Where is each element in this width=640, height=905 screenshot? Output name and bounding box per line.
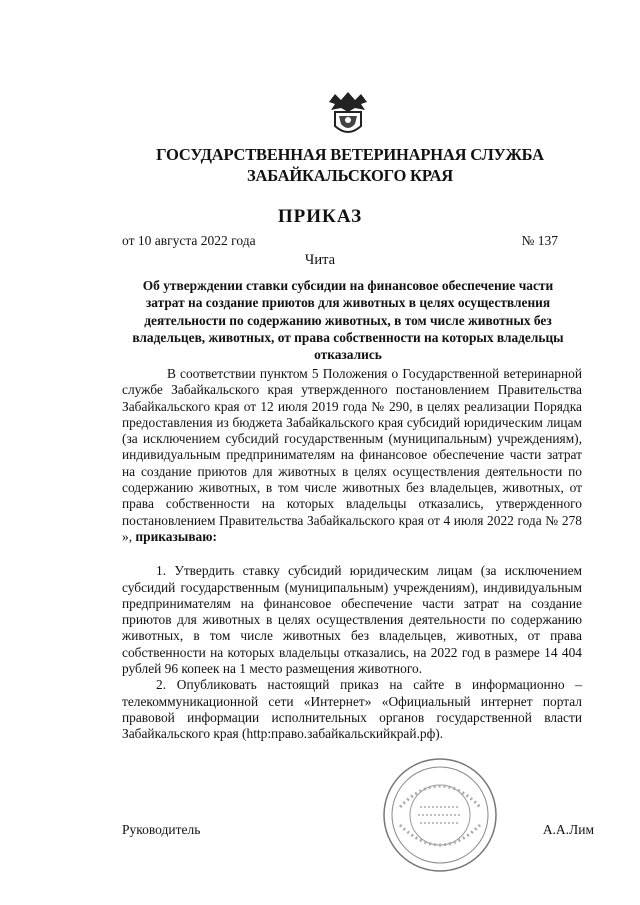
document-type-title: ПРИКАЗ	[277, 206, 363, 227]
coat-of-arms-icon	[325, 90, 371, 140]
org-line-1: ГОСУДАРСТВЕННАЯ ВЕТЕРИНАРНАЯ СЛУЖБА	[156, 145, 544, 164]
order-item-2: 2. Опубликовать настоящий приказ на сайте в информационно – телекоммуникационной сети «Интернет» «Официальный интернет портал правовой информации исполнительных органов государственной власти Забайкальского края (http:право.забайкальскийкрай.рф).	[122, 677, 582, 742]
preamble-text: В соответствии пунктом 5 Положения о Государственной ветеринарной службе Забайкальского края утвержденного постановлением Правительства Забайкальского края от 12 июля 2019 года № 290, в целях реализации Порядка предоставления из бюджета Забайкальского края субсидий юридическим лицам (за исключением субсидий государственным (муниципальным) учреждениям), индивидуальным предпринимателям на финансовое обеспечение части затрат на создание приютов для животных в целях осуществления деятельности по содержанию животных, в том числе животных без владельцев, животных, от права собственности на которых владельцы отказались, утвержденного постановлением Правительства Забайкальского края от 4 июля 2022 года № 278 »,	[122, 366, 582, 544]
signer-position: Руководитель	[122, 822, 201, 837]
order-item-1: 1. Утвердить ставку субсидий юридическим лицам (за исключением субсидий государственным (муниципальным) учреждениям), индивидуальным предпринимателям на финансовое обеспечение части затрат на создание приютов для животных в целях осуществления деятельности по содержанию животных, в том числе животных без владельцев, животных, от права собственности на которых владельцы отказались, на 2022 год в размере 14 404 рублей 96 копеек на 1 место размещения животного.	[122, 563, 582, 677]
document-subject: Об утверждении ставки субсидии на финансовое обеспечение части затрат на создание приютов для животных в целях осуществления деятельности по содержанию животных, в том числе животных без владельцев, животных, от права собственности на которых владельцы отказались	[132, 278, 564, 363]
document-date: от 10 августа 2022 года	[122, 233, 256, 248]
signer-name: А.А.Лим	[542, 822, 594, 837]
document-body	[122, 366, 582, 743]
order-word: приказываю:	[135, 528, 217, 544]
official-seal-icon	[380, 755, 500, 875]
organization-name	[120, 144, 580, 186]
document-city: Чита	[304, 252, 336, 268]
preamble-paragraph	[122, 366, 582, 545]
document-number: № 137	[521, 233, 558, 248]
org-line-2: ЗАБАЙКАЛЬСКОГО КРАЯ	[246, 166, 454, 185]
